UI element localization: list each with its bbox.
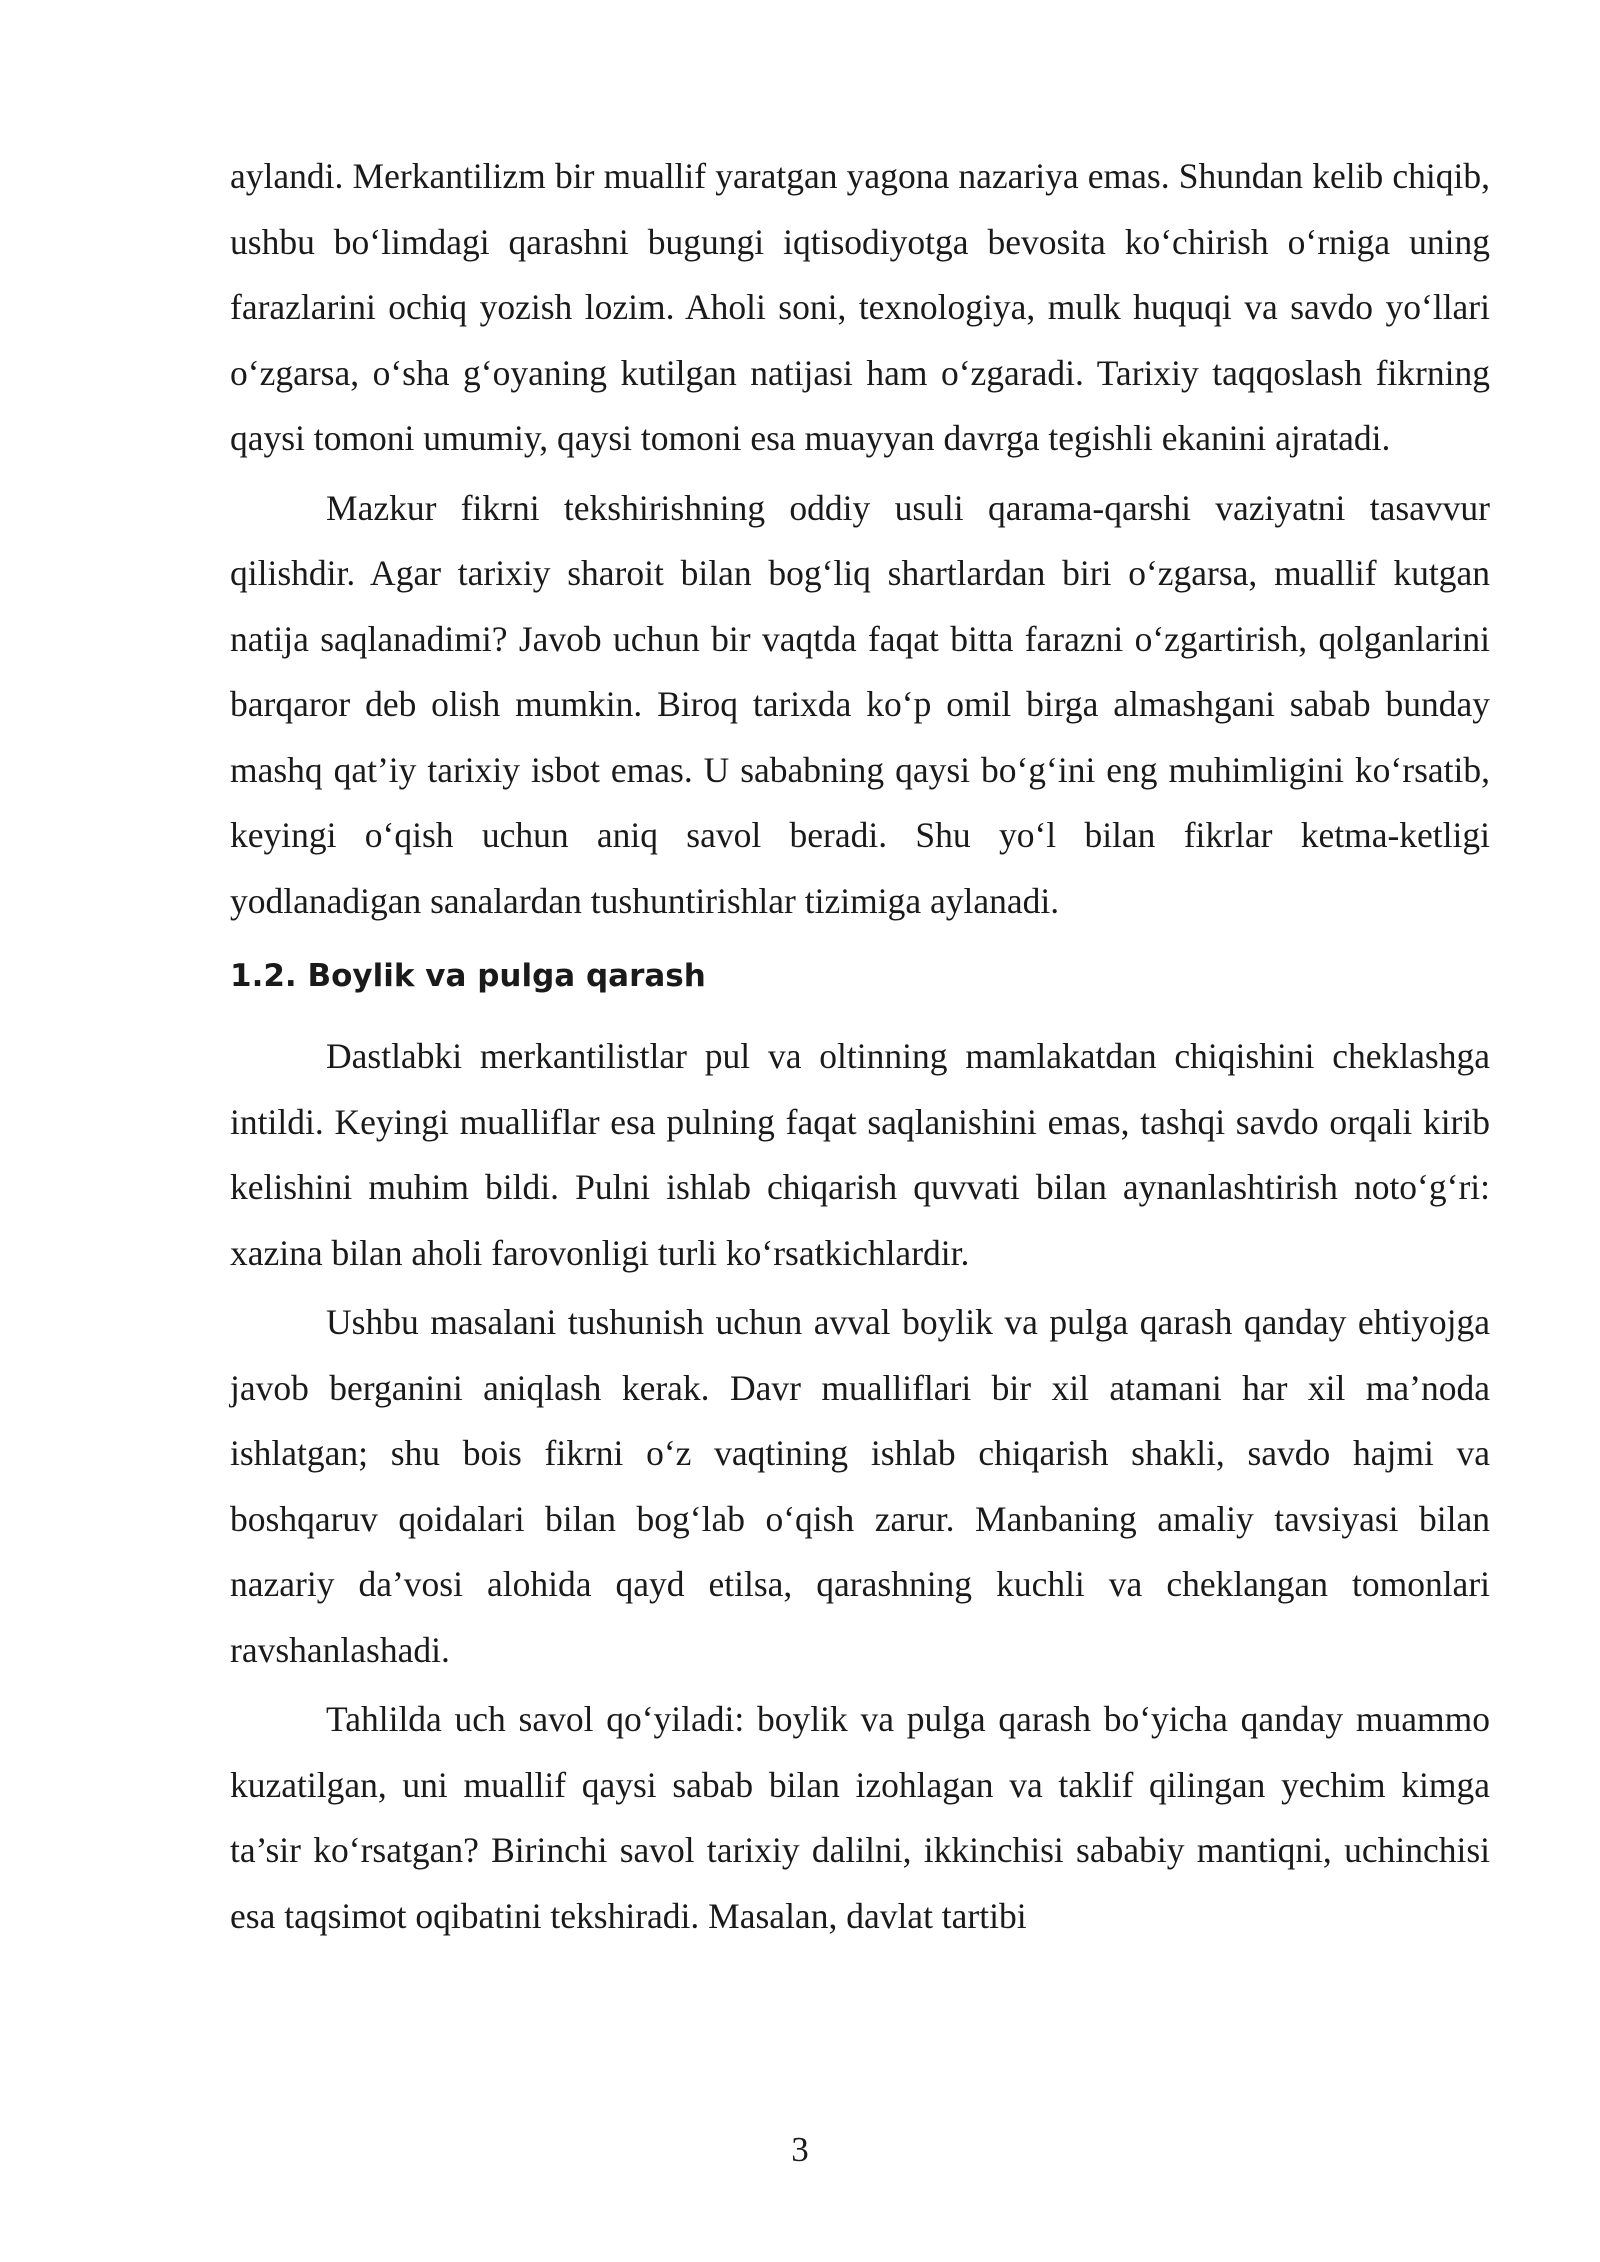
paragraph: Dastlabki merkantilistlar pul va oltinning mamlakatdan chiqishini cheklashga intildi. Keyingi mualliflar esa pulning faqat saqlanishini emas, tashqi savdo orqali kirib kelishini muhim bildi. Pulni ishlab chiqarish quvvati bilan aynanlashtirish noto‘g‘ri: xazina bilan aholi farovonligi turli ko‘rsatkichlardir. [230, 1036, 1490, 1273]
paragraph: Tahlilda uch savol qo‘yiladi: boylik va pulga qarash bo‘yicha qanday muammo kuzatilgan, uni muallif qaysi sabab bilan izohlagan va taklif qilingan yechim kimga ta’sir ko‘rsatgan? Birinchi savol tarixiy dalilni, ikkinchisi sababiy mantiqni, uchinchisi esa taqsimot oqibatini tekshiradi. Masalan, davlat tartibi [230, 1699, 1490, 1936]
paragraph: Ushbu masalani tushunish uchun avval boylik va pulga qarash qanday ehtiyojga javob berganini aniqlash kerak. Davr mualliflari bir xil atamani har xil ma’noda ishlatgan; shu bois fikrni o‘z vaqtining ishlab chiqarish shakli, savdo hajmi va boshqaruv qoidalari bilan bog‘lab o‘qish zarur. Manbaning amaliy tavsiyasi bilan nazariy da’vosi alohida qayd etilsa, qarashning kuchli va cheklangan tomonlari ravshanlashadi. [230, 1302, 1490, 1670]
paragraph-continued: aylandi. Merkantilizm bir muallif yaratgan yagona nazariya emas. Shundan kelib chiqib, ushbu bo‘limdagi qarashni bugungi iqtisodiyotga bevosita ko‘chirish o‘rniga uning farazlarini ochiq yozish lozim. Aholi soni, texnologiya, mulk huquqi va savdo yo‘llari o‘zgarsa, o‘sha g‘oyaning kutilgan natijasi ham o‘zgaradi. Tarixiy taqqoslash fikrning qaysi tomoni umumiy, qaysi tomoni esa muayyan davrga tegishli ekanini ajratadi. [230, 156, 1490, 458]
paragraph: Mazkur fikrni tekshirishning oddiy usuli qarama-qarshi vaziyatni tasavvur qilishdir. Agar tarixiy sharoit bilan bog‘liq shartlardan biri o‘zgarsa, muallif kutgan natija saqlanadimi? Javob uchun bir vaqtda faqat bitta farazni o‘zgartirish, qolganlarini barqaror deb olish mumkin. Biroq tarixda ko‘p omil birga almashgani sabab bunday mashq qat’iy tarixiy isbot emas. U sababning qaysi bo‘g‘ini eng muhimligini ko‘rsatib, keyingi o‘qish uchun aniq savol beradi. Shu yo‘l bilan fikrlar ketma-ketligi yodlanadigan sanalardan tushuntirishlar tizimiga aylanadi. [230, 487, 1490, 921]
page-body [230, 144, 1490, 1953]
section-heading: 1.2. Boylik va pulga qarash [230, 958, 706, 994]
page-number: 3 [791, 2130, 809, 2169]
